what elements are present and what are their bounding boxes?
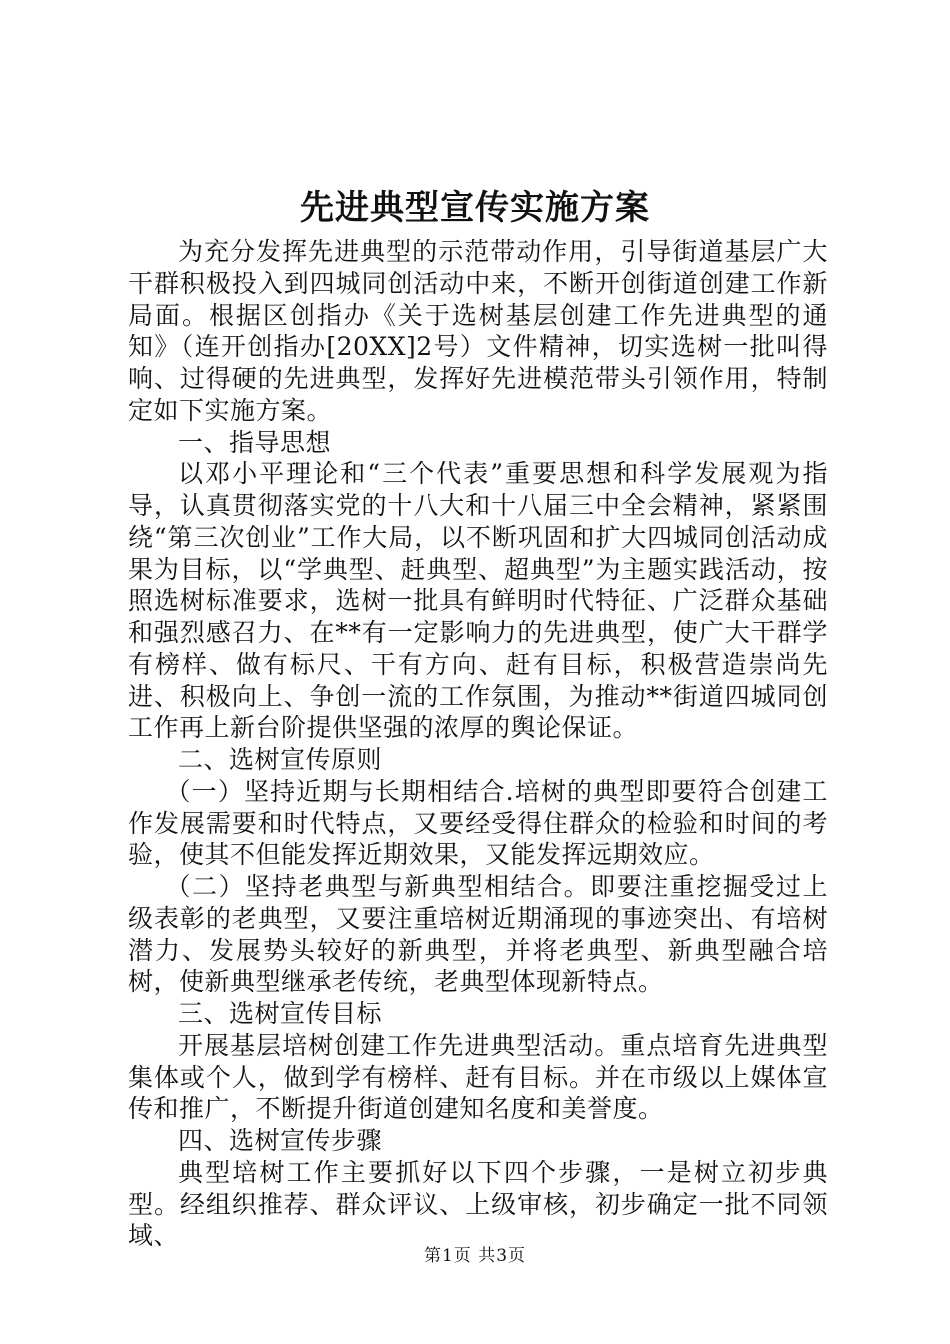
document-body	[128, 236, 828, 1252]
guiding-thought-paragraph: 以邓小平理论和“三个代表”重要思想和科学发展观为指导，认真贯彻落实党的十八大和十八届三中全会精神，紧紧围绕“第三次创业”工作大局，以不断巩固和扩大四城同创活动成果为目标，以“学典型、赶典型、超典型”为主题实践活动，按照选树标准要求，选树一批具有鲜明时代特征、广泛群众基础和强烈感召力、在**有一定影响力的先进典型，使广大干群学有榜样、做有标尺、干有方向、赶有目标，积极营造崇尚先进、积极向上、争创一流的工作氛围，为推动**街道四城同创工作再上新台阶提供坚强的浓厚的舆论保证。	[128, 459, 828, 743]
page-footer: 第1页 共3页	[423, 1246, 527, 1266]
section-heading-steps: 四、选树宣传步骤	[178, 1126, 383, 1155]
goals-paragraph: 开展基层培树创建工作先进典型活动。重点培育先进典型集体或个人，做到学有榜样、赶有目标。并在市级以上媒体宣传和推广，不断提升街道创建知名度和美誉度。	[128, 1030, 828, 1124]
document-title: 先进典型宣传实施方案	[300, 188, 650, 228]
principle-one-paragraph: （一）坚持近期与长期相结合.培树的典型即要符合创建工作发展需要和时代特点，又要经受得住群众的检验和时间的考验，使其不但能发挥近期效果，又能发挥远期效应。	[128, 776, 828, 870]
section-heading-principles: 二、选树宣传原则	[178, 745, 383, 774]
intro-paragraph: 为充分发挥先进典型的示范带动作用，引导街道基层广大干群积极投入到四城同创活动中来，不断开创街道创建工作新局面。根据区创指办《关于选树基层创建工作先进典型的通知》（连开创指办[20XX]2号）文件精神，切实选树一批叫得响、过得硬的先进典型，发挥好先进模范带头引领作用，特制定如下实施方案。	[128, 237, 828, 425]
section-heading-guiding-thought: 一、指导思想	[178, 427, 332, 457]
steps-paragraph: 典型培树工作主要抓好以下四个步骤，一是树立初步典型。经组织推荐、群众评议、上级审核，初步确定一批不同领域、	[128, 1157, 828, 1251]
principle-two-paragraph: （二）坚持老典型与新典型相结合。即要注重挖掘受过上级表彰的老典型，又要注重培树近期涌现的事迹突出、有培树潜力、发展势头较好的新典型，并将老典型、新典型融合培树，使新典型继承老传统，老典型体现新特点。	[128, 872, 828, 997]
section-heading-goals: 三、选树宣传目标	[178, 999, 383, 1028]
